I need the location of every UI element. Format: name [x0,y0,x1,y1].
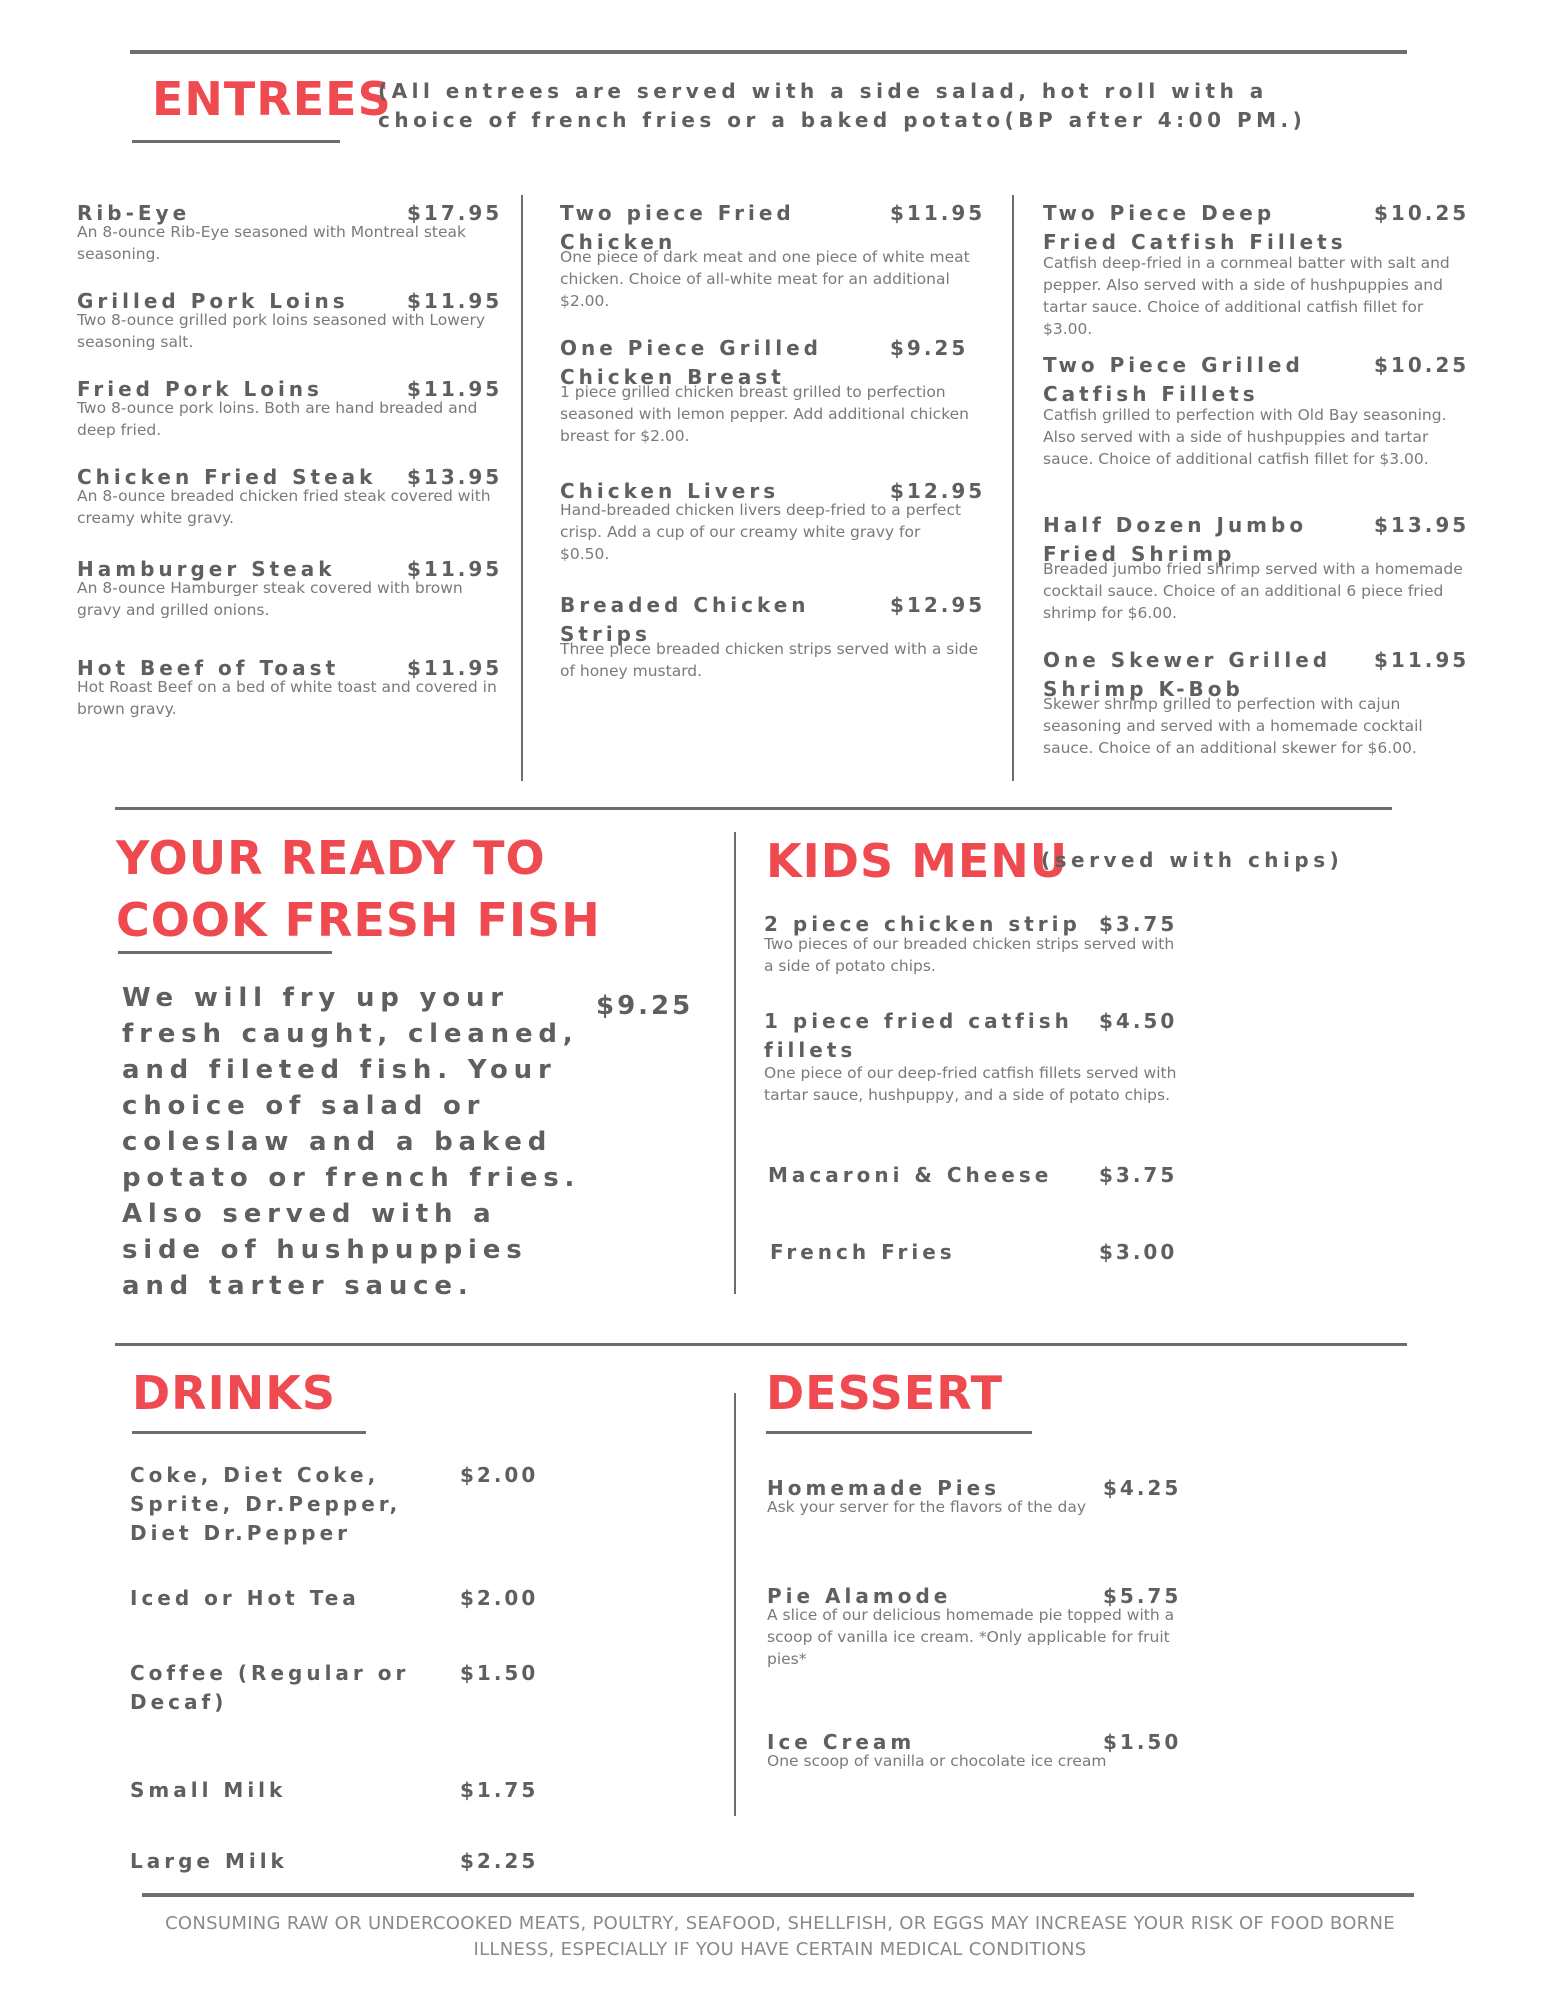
item-price: $13.95 [1374,513,1470,537]
item-description: Hand-breaded chicken livers deep-fried to a perfect crisp. Add a cup of our creamy white gravy for $0.50. [560,501,962,563]
item-price: $3.75 [1099,1163,1178,1187]
fish-heading-line2: COOK FRESH FISH [116,893,601,947]
item-price: $12.95 [890,593,986,617]
item-description: An 8-ounce Hamburger steak covered with brown gravy and grilled onions. [77,579,463,619]
item-price: $2.00 [460,1463,539,1487]
fish-heading-line1: YOUR READY TO [116,831,546,885]
item-description: Two pieces of our breaded chicken strips served with a side of potato chips. [764,935,1175,975]
item-name: Half Dozen Jumbo Fried Shrimp [1043,513,1308,566]
item-name: 2 piece chicken strip [764,912,1081,936]
item-description: Skewer shrimp grilled to perfection with cajun seasoning and served with a homemade cocktail sauce. Choice of an additional skewer for $6.00. [1043,695,1423,757]
item-price: $3.75 [1099,912,1178,936]
item-name: Coke, Diet Coke, Sprite, Dr.Pepper, Diet Dr.Pepper [130,1463,402,1545]
footer-divider [142,1893,1414,1897]
item-description: One piece of our deep-fried catfish fillets served with tartar sauce, hushpuppy, and a side of potato chips. [764,1064,1177,1104]
item-name: Hot Beef of Toast [77,656,340,680]
item-price: $10.25 [1374,201,1470,225]
item-description: One piece of dark meat and one piece of white meat chicken. Choice of all-white meat for an additional $2.00. [560,248,970,310]
item-price: $2.00 [460,1586,539,1610]
item-description: An 8-ounce breaded chicken fried steak covered with creamy white gravy. [77,487,491,527]
item-name: One Piece Grilled Chicken Breast [560,336,822,389]
item-name: Hamburger Steak [77,557,336,581]
item-price: $3.00 [1099,1240,1178,1264]
item-name: Small Milk [130,1778,287,1802]
item-name: Two piece Fried Chicken [560,201,795,254]
entrees-heading: ENTREES [152,72,392,126]
item-description: Three piece breaded chicken strips served with a side of honey mustard. [560,640,979,680]
dessert-heading-underline [766,1431,1032,1434]
dessert-heading: DESSERT [766,1366,1003,1420]
item-price: $1.50 [1103,1730,1182,1754]
item-description: Two 8-ounce grilled pork loins seasoned with Lowery seasoning salt. [77,311,486,351]
item-name: Fried Pork Loins [77,377,323,401]
fish-heading-underline [118,951,332,954]
entrees-column-divider-2 [1012,195,1014,781]
item-price: $4.25 [1103,1476,1182,1500]
item-price: $11.95 [407,557,503,581]
item-description: An 8-ounce Rib-Eye seasoned with Montreal steak seasoning. [77,223,466,263]
item-price: $11.95 [1374,648,1470,672]
item-price: $11.95 [890,201,986,225]
footer-disclaimer: CONSUMING RAW OR UNDERCOOKED MEATS, POULTRY, SEAFOOD, SHELLFISH, OR EGGS MAY INCREASE YOUR RISK OF FOOD BORNE ILLNESS, ESPECIALLY IF YOU HAVE CERTAIN MEDICAL CONDITIONS [165,1913,1395,1960]
item-name: Two Piece Grilled Catfish Fillets [1043,353,1304,406]
item-description: Hot Roast Beef on a bed of white toast and covered in brown gravy. [77,678,497,718]
item-price: $4.50 [1099,1009,1178,1033]
item-description: Breaded jumbo fried shrimp served with a homemade cocktail sauce. Choice of an additional 6 piece fried shrimp for $6.00. [1043,560,1463,622]
item-name: Chicken Fried Steak [77,465,377,489]
item-description: Catfish grilled to perfection with Old Bay seasoning. Also served with a side of hushpuppies and tartar sauce. Choice of additional catfish fillet for $3.00. [1043,406,1447,468]
item-name: Two Piece Deep Fried Catfish Fillets [1043,201,1347,254]
item-name: One Skewer Grilled Shrimp K-Bob [1043,648,1332,701]
bottom-column-divider [734,1393,736,1816]
kids-heading: KIDS MENU [766,834,1069,888]
item-description: A slice of our delicious homemade pie topped with a scoop of vanilla ice cream. *Only applicable for fruit pies* [767,1606,1175,1668]
item-name: Macaroni & Cheese [768,1163,1053,1187]
item-name: Iced or Hot Tea [130,1586,360,1610]
item-price: $11.95 [407,289,503,313]
item-name: Grilled Pork Loins [77,289,349,313]
item-description: 1 piece grilled chicken breast grilled to perfection seasoned with lemon pepper. Add additional chicken breast for $2.00. [560,383,969,445]
item-price: $11.95 [407,377,503,401]
item-name: Pie Alamode [767,1584,952,1608]
fish-description: We will fry up your fresh caught, cleaned, and fileted fish. Your choice of salad or coleslaw and a baked potato or french fries. Also served with a side of hushpuppies and tarter sauce. [122,983,581,1301]
item-name: Chicken Livers [560,479,780,503]
item-price: $11.95 [407,656,503,680]
item-description: One scoop of vanilla or chocolate ice cream [767,1752,1107,1770]
item-name: 1 piece fried catfish fillets [764,1009,1073,1062]
item-description: Ask your server for the flavors of the day [767,1498,1086,1516]
middle-column-divider [734,832,736,1294]
kids-note: (served with chips) [1041,848,1344,872]
entrees-note: (All entrees are served with a side salad, hot roll with a choice of french fries or a baked potato(BP after 4:00 PM.) [378,79,1307,132]
item-price: $5.75 [1103,1584,1182,1608]
kids-bottom-divider [115,1343,1407,1346]
item-price: $17.95 [407,201,503,225]
item-name: Homemade Pies [767,1476,1001,1500]
item-name: Rib-Eye [77,201,191,225]
item-price: $12.95 [890,479,986,503]
item-price: $9.25 [890,336,969,360]
item-name: Coffee (Regular or Decaf) [130,1661,410,1714]
item-description: Two 8-ounce pork loins. Both are hand breaded and deep fried. [77,399,478,439]
item-price: $1.75 [460,1778,539,1802]
top-divider [130,50,1407,54]
entrees-heading-underline [132,140,340,143]
item-description: Catfish deep-fried in a cornmeal batter with salt and pepper. Also served with a side of hushpuppies and tartar sauce. Choice of additional catfish fillet for $3.00. [1043,254,1450,338]
entrees-column-divider-1 [521,195,523,781]
fish-price: $9.25 [596,991,694,1021]
item-name: French Fries [770,1240,956,1264]
item-price: $2.25 [460,1849,539,1873]
drinks-heading-underline [132,1431,366,1434]
item-price: $10.25 [1374,353,1470,377]
item-price: $1.50 [460,1661,539,1685]
entrees-bottom-divider [115,807,1392,810]
item-name: Large Milk [130,1849,288,1873]
item-name: Ice Cream [767,1730,916,1754]
item-name: Breaded Chicken Strips [560,593,810,646]
drinks-heading: DRINKS [132,1366,336,1420]
item-price: $13.95 [407,465,503,489]
